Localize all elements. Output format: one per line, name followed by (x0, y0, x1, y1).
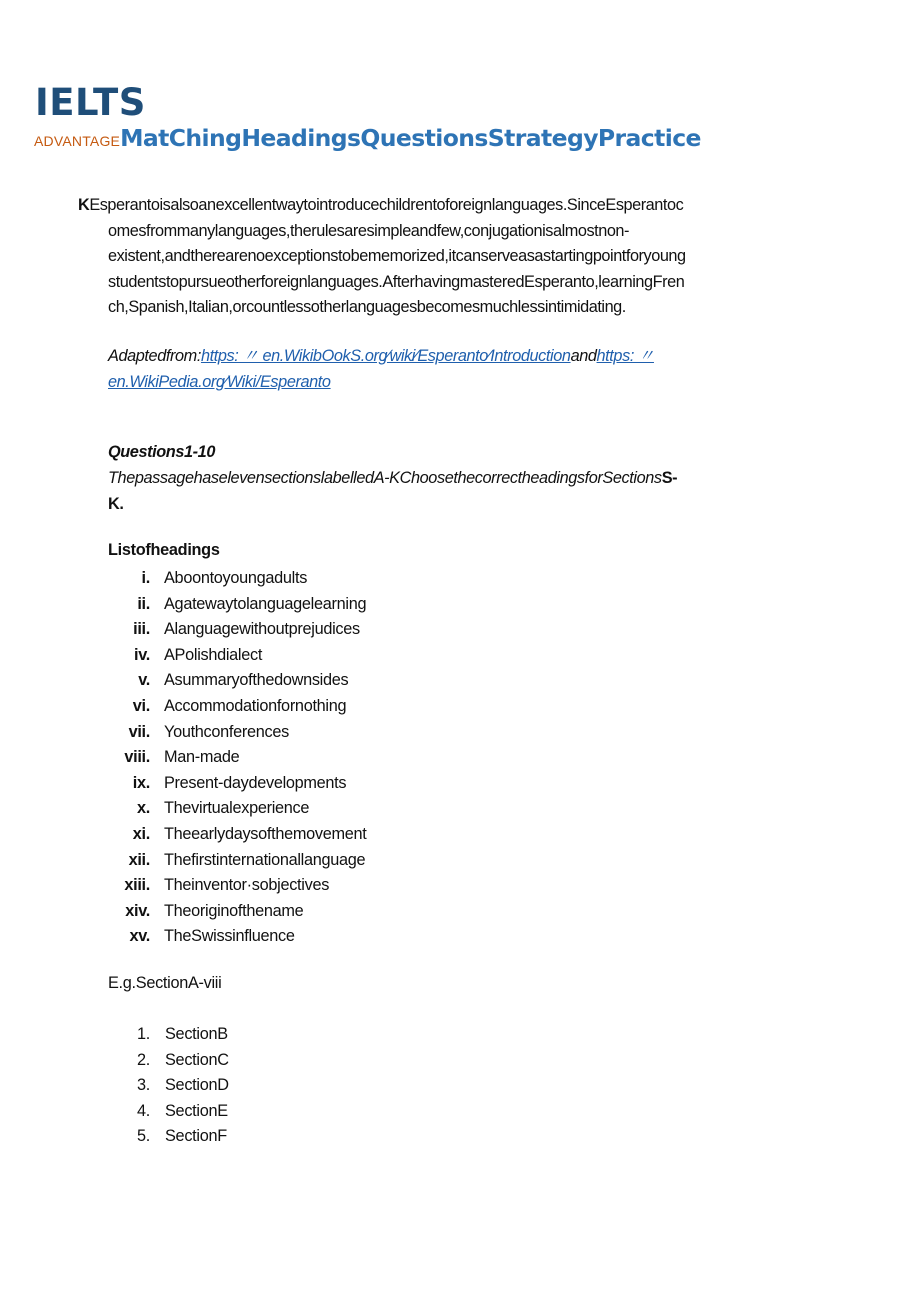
heading-item (0, 745, 600, 771)
document-header (34, 124, 701, 152)
heading-number: xi. (132, 824, 150, 843)
passage-line-text: Esperantoisalsoanexcellentwaytointroducechildrentoforeignlanguages.SinceEsperantoc (89, 196, 684, 214)
heading-item (0, 899, 600, 925)
heading-item (0, 617, 600, 643)
source-line (108, 370, 828, 396)
heading-item (0, 643, 600, 669)
heading-text: Theinventor·sobjectives (164, 876, 330, 895)
heading-text: Thevirtualexperience (164, 799, 310, 818)
heading-text: TheSwissinfluence (164, 927, 295, 946)
heading-number: ii. (137, 594, 150, 613)
questions-instruction (108, 465, 828, 491)
question-list (0, 1022, 400, 1150)
heading-number: iii. (133, 620, 150, 639)
passage-line: existent,andtherearenoexceptionstobememorized,itcanserveasastartingpointforyoung (108, 247, 686, 266)
question-number: 1. (137, 1025, 150, 1043)
heading-text: Agatewaytolanguagelearning (164, 594, 367, 613)
instruction-range-end: K. (108, 495, 124, 513)
question-item (0, 1022, 400, 1048)
heading-item (0, 720, 600, 746)
passage-line: studentstopursueotherforeignlanguages.AfterhavingmasteredEsperanto,learningFren (108, 272, 685, 291)
question-number: 4. (137, 1101, 150, 1120)
ielts-logo: IELTS (35, 81, 146, 124)
heading-item (0, 694, 600, 720)
heading-text: APolishdialect (164, 645, 263, 664)
heading-number: iv. (134, 645, 150, 664)
advantage-label: ADVANTAGE (34, 133, 121, 149)
wikipedia-link-part1[interactable]: https: 〃 (596, 347, 654, 365)
question-text: SectionF (165, 1127, 227, 1146)
question-item (0, 1099, 400, 1125)
passage-section-k (78, 193, 818, 321)
heading-number: xiii. (124, 876, 150, 895)
heading-item (0, 668, 600, 694)
document-title: MatChingHeadingsQuestionsStrategyPractice (120, 124, 701, 152)
question-text: SectionC (165, 1050, 229, 1069)
heading-number: ix. (132, 773, 150, 792)
heading-number: v. (138, 671, 150, 690)
heading-text: Alanguagewithoutprejudices (164, 620, 360, 639)
questions-title: Questions1-10 (108, 443, 215, 461)
heading-text: Present-daydevelopments (164, 773, 347, 792)
question-item (0, 1073, 400, 1099)
heading-number: vi. (132, 696, 150, 715)
source-and: and (570, 347, 597, 365)
heading-item (0, 566, 600, 592)
heading-text: Youthconferences (164, 722, 289, 741)
heading-text: Thefirstinternationallanguage (164, 850, 366, 869)
example-answer: E.g.SectionA-viii (108, 974, 222, 992)
heading-item (0, 848, 600, 874)
heading-item (0, 924, 600, 950)
heading-number: xii. (128, 850, 150, 869)
source-line (108, 344, 828, 370)
heading-number: x. (137, 799, 150, 818)
passage-line: omesfrommanylanguages,therulesaresimpleandfew,conjugationisalmostnon- (108, 221, 630, 240)
heading-item (0, 873, 600, 899)
question-number: 2. (137, 1050, 150, 1069)
heading-item (0, 771, 600, 797)
source-prefix: Adaptedfrom: (108, 347, 201, 365)
section-letter: K (78, 196, 90, 214)
question-item (0, 1048, 400, 1074)
heading-number: i. (141, 569, 150, 587)
heading-number: xiv. (125, 901, 150, 920)
question-text: SectionE (165, 1101, 228, 1120)
wikipedia-link-part2[interactable]: en.WikiPedia.org∕Wiki/Esperanto (108, 372, 331, 391)
heading-number: viii. (124, 748, 150, 767)
headings-list-title: Listofheadings (108, 541, 220, 559)
heading-text: Man-made (164, 748, 240, 767)
question-number: 3. (137, 1076, 150, 1095)
heading-number: xv. (129, 927, 150, 946)
heading-text: Accommodationfornothing (164, 696, 347, 715)
questions-block (108, 439, 828, 517)
heading-text: Asummaryofthedownsides (164, 671, 349, 690)
question-text: SectionB (165, 1025, 228, 1043)
heading-item (0, 796, 600, 822)
instruction-text: ThepassagehaselevensectionslabelledA-KChoosethecorrectheadingsforSections (108, 469, 662, 487)
question-number: 5. (137, 1127, 150, 1146)
heading-text: Theoriginofthename (164, 901, 304, 920)
heading-text: Theearlydaysofthemovement (164, 824, 367, 843)
headings-list (0, 566, 600, 950)
source-citation (108, 344, 828, 395)
passage-line (78, 193, 818, 219)
heading-item (0, 822, 600, 848)
question-text: SectionD (165, 1076, 229, 1095)
passage-line: ch,Spanish,Italian,orcountlessotherlanguagesbecomesmuchlessintimidating. (108, 298, 626, 317)
wikibooks-link[interactable]: https: 〃 en.WikibOokS.org∕wiki∕Esperanto∕Introduction (200, 347, 571, 365)
heading-text: Aboontoyoungadults (164, 569, 308, 587)
heading-number: vii. (128, 722, 150, 741)
instruction-range-start: S- (661, 469, 678, 487)
question-item (0, 1124, 400, 1150)
heading-item (0, 592, 600, 618)
